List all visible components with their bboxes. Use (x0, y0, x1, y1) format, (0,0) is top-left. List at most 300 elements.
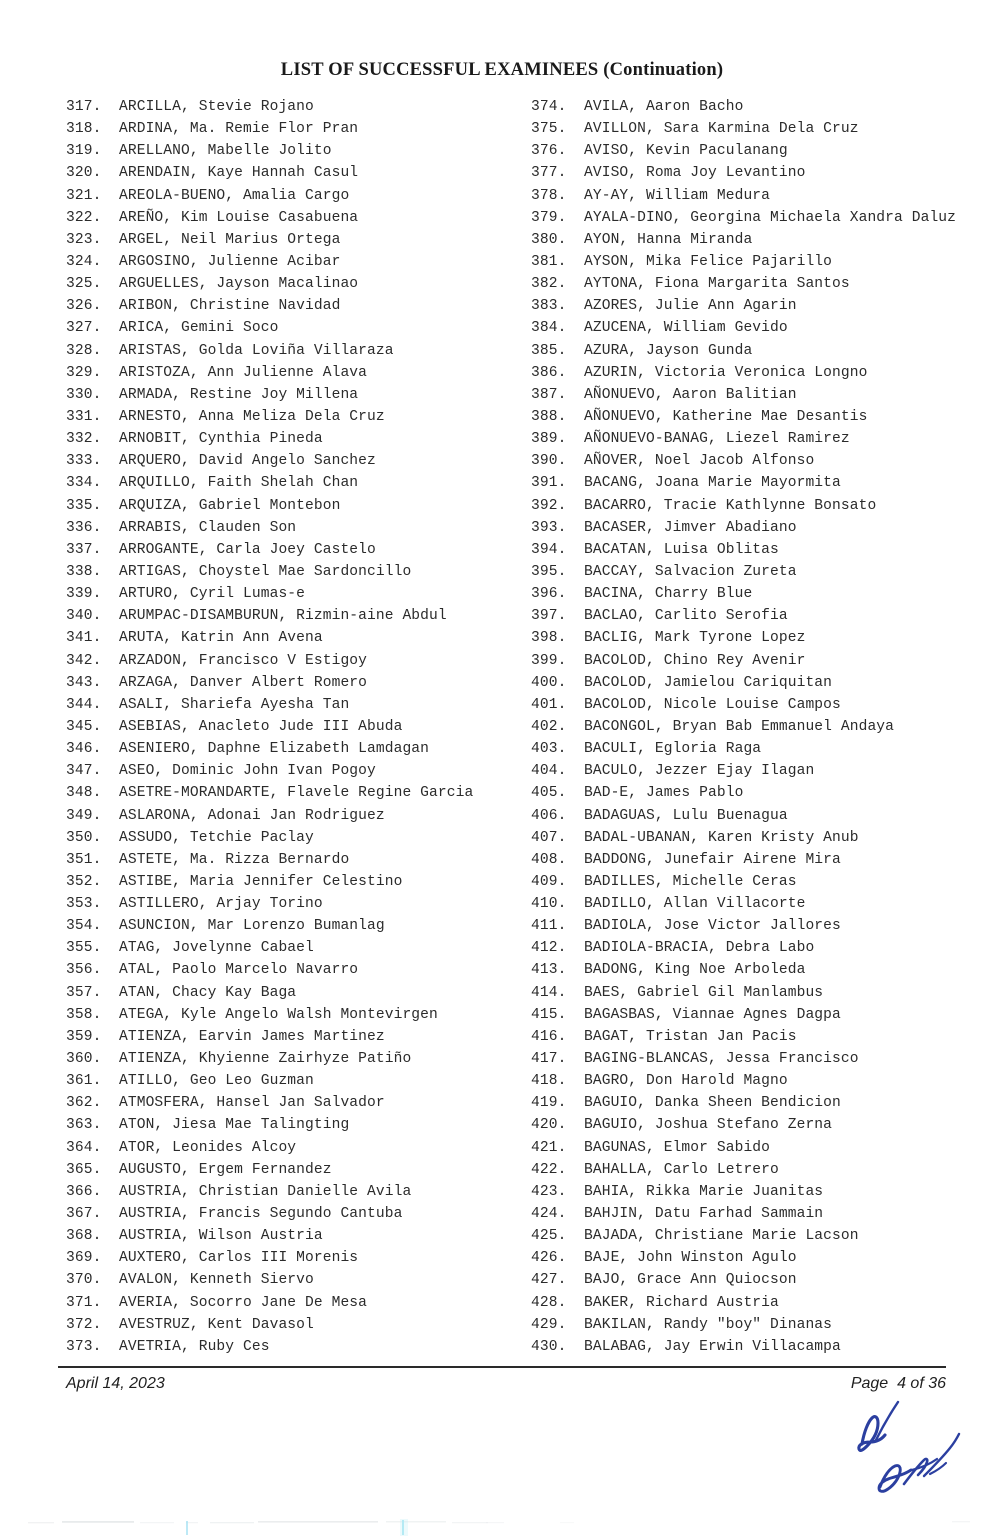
examinee-entry (66, 207, 526, 229)
examinee-number: 398. (531, 630, 567, 647)
examinee-name: BADIOLA-BRACIA, Debra Labo (584, 940, 815, 957)
examinee-name: AYON, Hanna Miranda (584, 231, 753, 248)
examinee-entry (531, 561, 1001, 583)
examinee-name: BADILLES, Michelle Ceras (584, 873, 797, 890)
examinee-entry (531, 140, 1001, 162)
examinee-name: BAD-E, James Pablo (584, 785, 744, 802)
examinee-number: 391. (531, 475, 567, 492)
examinee-number: 373. (66, 1338, 102, 1355)
examinee-entry (66, 384, 526, 406)
examinee-number: 345. (66, 718, 102, 735)
examinee-entry (66, 185, 526, 207)
examinee-number: 317. (66, 99, 102, 115)
examinee-entry (66, 805, 526, 827)
examinee-entry (531, 1004, 1001, 1026)
examinee-name: ARELLANO, Mabelle Jolito (119, 143, 332, 160)
examinee-name: ASTILLERO, Arjay Torino (119, 896, 323, 913)
examinee-name: BACANG, Joana Marie Mayormita (584, 475, 841, 492)
examinee-name: AÑOVER, Noel Jacob Alfonso (584, 453, 815, 470)
examinee-number: 405. (531, 785, 567, 802)
footer-date: April 14, 2023 (66, 1375, 165, 1392)
examinee-entry (66, 1092, 526, 1114)
examinee-name: ASALI, Shariefa Ayesha Tan (119, 696, 350, 713)
examinee-number: 383. (531, 298, 567, 315)
examinee-name: ATAN, Chacy Kay Baga (119, 984, 297, 1001)
examinee-name: AZURIN, Victoria Veronica Longno (584, 364, 868, 381)
examinee-number: 350. (66, 829, 102, 846)
examinee-number: 407. (531, 829, 567, 846)
examinee-entry (531, 517, 1001, 539)
examinee-entry (531, 495, 1001, 517)
examinee-number: 417. (531, 1051, 567, 1068)
examinee-number: 404. (531, 763, 567, 780)
examinee-entry (531, 384, 1001, 406)
examinee-name: BADAL-UBANAN, Karen Kristy Anub (584, 829, 859, 846)
page-title: LIST OF SUCCESSFUL EXAMINEES (Continuation) (280, 60, 724, 80)
examinee-number: 349. (66, 807, 102, 824)
examinee-name: ATIENZA, Earvin James Martinez (119, 1028, 385, 1045)
examinee-name: ARZADON, Francisco V Estigoy (119, 652, 368, 669)
examinee-name: BACLIG, Mark Tyrone Lopez (584, 630, 806, 647)
examinee-name: ARICA, Gemini Soco (119, 320, 279, 337)
examinee-name: BAHALLA, Carlo Letrero (584, 1161, 779, 1178)
examinee-number: 416. (531, 1028, 567, 1045)
examinee-entry (531, 295, 1001, 317)
examinee-name: AYTONA, Fiona Margarita Santos (584, 276, 850, 293)
examinee-number: 392. (531, 497, 567, 514)
examinee-entry (531, 1292, 1001, 1314)
examinee-entry (66, 937, 526, 959)
examinee-name: AREÑO, Kim Louise Casabuena (119, 209, 359, 226)
examinee-name: AUXTERO, Carlos III Morenis (119, 1250, 359, 1267)
examinee-name: ASTETE, Ma. Rizza Bernardo (119, 851, 350, 868)
examinee-name: BAJADA, Christiane Marie Lacson (584, 1228, 859, 1245)
examinee-name: ATAG, Jovelynne Cabael (119, 940, 314, 957)
examinee-entry (66, 1247, 526, 1269)
examinee-number: 340. (66, 608, 102, 625)
examinee-entry (531, 539, 1001, 561)
examinee-name: ARQUILLO, Faith Shelah Chan (119, 475, 359, 492)
examinee-entry (66, 273, 526, 295)
examinee-name: BALABAG, Jay Erwin Villacampa (584, 1338, 841, 1355)
examinee-number: 388. (531, 408, 567, 425)
examinee-number: 371. (66, 1294, 102, 1311)
examinee-name: ARTURO, Cyril Lumas-e (119, 586, 306, 603)
examinee-number: 386. (531, 364, 567, 381)
examinee-number: 365. (66, 1161, 102, 1178)
examinee-entry (531, 760, 1001, 782)
examinee-number: 400. (531, 674, 567, 691)
examinee-name: ASEBIAS, Anacleto Jude III Abuda (119, 718, 403, 735)
examinee-entry (66, 782, 526, 804)
examinee-number: 385. (531, 342, 567, 359)
examinee-name: ARDINA, Ma. Remie Flor Pran (119, 121, 359, 138)
examinee-number: 381. (531, 253, 567, 270)
examinee-name: ASTIBE, Maria Jennifer Celestino (119, 873, 403, 890)
examinee-entry (531, 672, 1001, 694)
examinee-number: 411. (531, 918, 567, 935)
examinee-number: 334. (66, 475, 102, 492)
examinee-entry (66, 738, 526, 760)
examinee-number: 395. (531, 563, 567, 580)
examinee-entry (66, 915, 526, 937)
examinee-entry (531, 1114, 1001, 1136)
examinee-entry (531, 871, 1001, 893)
examinee-entry (66, 317, 526, 339)
examinee-entry (531, 605, 1001, 627)
examinee-entry (66, 893, 526, 915)
examinee-number: 424. (531, 1206, 567, 1223)
examinee-entry (531, 1092, 1001, 1114)
examinee-name: BACASER, Jimver Abadiano (584, 519, 797, 536)
examinee-entry (66, 716, 526, 738)
examinee-name: ARIBON, Christine Navidad (119, 298, 341, 315)
examinee-number: 423. (531, 1183, 567, 1200)
examinee-name: AÑONUEVO, Aaron Balitian (584, 386, 797, 403)
examinee-entry (531, 982, 1001, 1004)
examinee-name: ARISTAS, Golda Loviña Villaraza (119, 342, 394, 359)
examinee-entry (531, 1181, 1001, 1203)
examinee-entry (531, 805, 1001, 827)
examinee-entry (66, 1159, 526, 1181)
examinee-entry (66, 583, 526, 605)
examinee-entry (531, 472, 1001, 494)
examinee-entry (531, 1225, 1001, 1247)
examinee-name: AY-AY, William Medura (584, 187, 771, 204)
examinee-name: ARTIGAS, Choystel Mae Sardoncillo (119, 563, 412, 580)
examinee-name: AVALON, Kenneth Siervo (119, 1272, 314, 1289)
examinee-number: 369. (66, 1250, 102, 1267)
examinee-entry (66, 605, 526, 627)
examinee-name: ATOR, Leonides Alcoy (119, 1139, 297, 1156)
examinee-number: 332. (66, 431, 102, 448)
examinee-entry (531, 1336, 1001, 1358)
examinee-entry (66, 162, 526, 184)
examinee-name: BAGING-BLANCAS, Jessa Francisco (584, 1051, 859, 1068)
examinee-entry (66, 871, 526, 893)
examinee-name: BAJE, John Winston Agulo (584, 1250, 797, 1267)
examinee-number: 375. (531, 121, 567, 138)
examinee-entry (531, 716, 1001, 738)
examinee-number: 429. (531, 1316, 567, 1333)
examinee-name: ARZAGA, Danver Albert Romero (119, 674, 368, 691)
examinee-number: 408. (531, 851, 567, 868)
examinee-entry (531, 827, 1001, 849)
examinee-name: BADAGUAS, Lulu Buenagua (584, 807, 788, 824)
examinee-name: BACOLOD, Chino Rey Avenir (584, 652, 806, 669)
examinee-name: ARGUELLES, Jayson Macalinao (119, 276, 359, 293)
examinee-entry (531, 1137, 1001, 1159)
examinee-name: AUSTRIA, Wilson Austria (119, 1228, 323, 1245)
examinee-number: 414. (531, 984, 567, 1001)
examinee-name: AZORES, Julie Ann Agarin (584, 298, 797, 315)
examinee-entry (66, 495, 526, 517)
examinee-number: 356. (66, 962, 102, 979)
examinee-name: BADONG, King Noe Arboleda (584, 962, 806, 979)
examinee-number: 399. (531, 652, 567, 669)
examinee-name: BAGUNAS, Elmor Sabido (584, 1139, 771, 1156)
examinee-entry (66, 982, 526, 1004)
examinee-number: 362. (66, 1095, 102, 1112)
examinee-entry (66, 362, 526, 384)
examinee-entry (66, 295, 526, 317)
examinee-entry (66, 1292, 526, 1314)
examinee-number: 366. (66, 1183, 102, 1200)
examinee-number: 368. (66, 1228, 102, 1245)
examinee-number: 422. (531, 1161, 567, 1178)
examinee-number: 331. (66, 408, 102, 425)
examinee-entry (531, 450, 1001, 472)
examinee-number: 377. (531, 165, 567, 182)
examinee-entry (531, 207, 1001, 229)
examinee-name: BAKILAN, Randy "boy" Dinanas (584, 1316, 833, 1333)
examinee-entry (531, 1269, 1001, 1291)
examinee-name: ARRABIS, Clauden Son (119, 519, 297, 536)
examinee-entry (66, 406, 526, 428)
examinee-number: 347. (66, 763, 102, 780)
examinee-name: ASLARONA, Adonai Jan Rodriguez (119, 807, 385, 824)
examinee-number: 402. (531, 718, 567, 735)
examinee-entry (531, 937, 1001, 959)
examinee-entry (531, 162, 1001, 184)
examinee-name: ATIENZA, Khyienne Zairhyze Patiño (119, 1051, 412, 1068)
examinee-number: 419. (531, 1095, 567, 1112)
examinee-entry (531, 849, 1001, 871)
examinee-entry (531, 738, 1001, 760)
examinee-number: 428. (531, 1294, 567, 1311)
examinee-name: BAGUIO, Danka Sheen Bendicion (584, 1095, 841, 1112)
examinee-name: BAGUIO, Joshua Stefano Zerna (584, 1117, 833, 1134)
examinee-name: AÑONUEVO-BANAG, Liezel Ramirez (584, 431, 850, 448)
examinee-number: 363. (66, 1117, 102, 1134)
examinee-entry (531, 185, 1001, 207)
examinee-number: 352. (66, 873, 102, 890)
examinee-name: ATEGA, Kyle Angelo Walsh Montevirgen (119, 1006, 438, 1023)
examinee-name: AREOLA-BUENO, Amalia Cargo (119, 187, 350, 204)
examinee-entry (531, 650, 1001, 672)
examinee-name: ARMADA, Restine Joy Millena (119, 386, 359, 403)
examinee-entry (531, 1026, 1001, 1048)
examinee-name: AZURA, Jayson Gunda (584, 342, 753, 359)
examinee-number: 319. (66, 143, 102, 160)
examinee-name: ARENDAIN, Kaye Hannah Casul (119, 165, 359, 182)
examinee-entry (66, 1336, 526, 1358)
examinee-entry (531, 317, 1001, 339)
signature-icon (838, 1392, 988, 1502)
examinee-entry (66, 561, 526, 583)
footer-page-number: Page 4 of 36 (850, 1375, 946, 1392)
examinee-name: AVISO, Kevin Paculanang (584, 143, 788, 160)
page-footer (58, 1375, 946, 1405)
examinee-number: 335. (66, 497, 102, 514)
examinee-name: AVILA, Aaron Bacho (584, 99, 744, 115)
examinee-entry (66, 672, 526, 694)
examinee-number: 325. (66, 276, 102, 293)
examinee-name: ASENIERO, Daphne Elizabeth Lamdagan (119, 741, 430, 758)
examinee-name: ARNOBIT, Cynthia Pineda (119, 431, 323, 448)
examinee-entry (66, 1026, 526, 1048)
examinee-number: 333. (66, 453, 102, 470)
footer-divider (58, 1366, 946, 1368)
examinee-number: 394. (531, 541, 567, 558)
examinee-entry (66, 340, 526, 362)
examinee-number: 384. (531, 320, 567, 337)
examinee-name: BAKER, Richard Austria (584, 1294, 779, 1311)
examinee-number: 337. (66, 541, 102, 558)
examinee-name: BACATAN, Luisa Oblitas (584, 541, 779, 558)
examinee-entry (531, 118, 1001, 140)
examinee-entry (66, 1314, 526, 1336)
examinee-name: BACOLOD, Nicole Louise Campos (584, 696, 841, 713)
examinee-number: 389. (531, 431, 567, 448)
examinee-entry (531, 229, 1001, 251)
examinee-entry (66, 450, 526, 472)
examinee-number: 380. (531, 231, 567, 248)
examinee-number: 355. (66, 940, 102, 957)
examinee-entry (531, 273, 1001, 295)
examinee-name: ARUTA, Katrin Ann Avena (119, 630, 323, 647)
examinee-number: 396. (531, 586, 567, 603)
examinee-entry (531, 959, 1001, 981)
examinee-name: AÑONUEVO, Katherine Mae Desantis (584, 408, 868, 425)
examinee-entry (531, 782, 1001, 804)
examinee-name: BAGRO, Don Harold Magno (584, 1073, 788, 1090)
examinee-number: 346. (66, 741, 102, 758)
examinee-number: 382. (531, 276, 567, 293)
examinee-number: 427. (531, 1272, 567, 1289)
examinee-entry (66, 229, 526, 251)
examinee-entry (66, 1004, 526, 1026)
examinee-entry (66, 428, 526, 450)
examinee-entry (66, 1137, 526, 1159)
examinee-number: 343. (66, 674, 102, 691)
examinee-entry (66, 760, 526, 782)
examinee-name: ASETRE-MORANDARTE, Flavele Regine Garcia (119, 785, 474, 802)
examinee-name: ASSUDO, Tetchie Paclay (119, 829, 314, 846)
examinee-name: ARCILLA, Stevie Rojano (119, 99, 314, 115)
examinee-number: 390. (531, 453, 567, 470)
examinee-entry (66, 650, 526, 672)
examinee-entry (531, 893, 1001, 915)
examinee-number: 413. (531, 962, 567, 979)
examinee-entry (531, 340, 1001, 362)
examinee-number: 359. (66, 1028, 102, 1045)
examinee-name: AVETRIA, Ruby Ces (119, 1338, 270, 1355)
examinee-entry (531, 694, 1001, 716)
examinee-number: 330. (66, 386, 102, 403)
examinee-entry (66, 251, 526, 273)
examinee-name: ARGOSINO, Julienne Acibar (119, 253, 341, 270)
examinee-number: 420. (531, 1117, 567, 1134)
examinee-entry (66, 1114, 526, 1136)
examinee-number: 379. (531, 209, 567, 226)
examinee-entry (66, 827, 526, 849)
examinee-name: ARGEL, Neil Marius Ortega (119, 231, 341, 248)
examinee-number: 322. (66, 209, 102, 226)
examinee-name: BACLAO, Carlito Serofia (584, 608, 788, 625)
examinee-name: BAHIA, Rikka Marie Juanitas (584, 1183, 824, 1200)
examinee-name: AUGUSTO, Ergem Fernandez (119, 1161, 332, 1178)
examinee-name: AVISO, Roma Joy Levantino (584, 165, 806, 182)
examinee-number: 370. (66, 1272, 102, 1289)
examinee-name: AYALA-DINO, Georgina Michaela Xandra Daluz (584, 209, 957, 226)
examinee-number: 425. (531, 1228, 567, 1245)
examinee-number: 324. (66, 253, 102, 270)
examinee-number: 358. (66, 1006, 102, 1023)
examinee-number: 415. (531, 1006, 567, 1023)
examinee-name: ARQUERO, David Angelo Sanchez (119, 453, 376, 470)
examinee-entry (66, 118, 526, 140)
examinee-number: 378. (531, 187, 567, 204)
examinee-number: 364. (66, 1139, 102, 1156)
examinee-name: ATAL, Paolo Marcelo Navarro (119, 962, 359, 979)
examinee-number: 426. (531, 1250, 567, 1267)
examinee-name: ARISTOZA, Ann Julienne Alava (119, 364, 368, 381)
examinee-name: BACONGOL, Bryan Bab Emmanuel Andaya (584, 718, 895, 735)
examinee-name: AUSTRIA, Francis Segundo Cantuba (119, 1206, 403, 1223)
examinee-entry (66, 1070, 526, 1092)
examinee-number: 348. (66, 785, 102, 802)
examinee-name: BADDONG, Junefair Airene Mira (584, 851, 841, 868)
examinee-entry (531, 1247, 1001, 1269)
examinee-entry (66, 472, 526, 494)
examinee-number: 401. (531, 696, 567, 713)
examinee-name: BAGAT, Tristan Jan Pacis (584, 1028, 797, 1045)
examinee-name: ARQUIZA, Gabriel Montebon (119, 497, 341, 514)
examinee-number: 357. (66, 984, 102, 1001)
examinee-entry (66, 517, 526, 539)
examinee-name: BACULO, Jezzer Ejay Ilagan (584, 763, 815, 780)
examinee-number: 360. (66, 1051, 102, 1068)
examinee-number: 328. (66, 342, 102, 359)
examinee-entry (531, 627, 1001, 649)
examinee-name: ARROGANTE, Carla Joey Castelo (119, 541, 376, 558)
examinee-number: 338. (66, 563, 102, 580)
examinee-number: 323. (66, 231, 102, 248)
examinee-number: 367. (66, 1206, 102, 1223)
examinee-entry (531, 251, 1001, 273)
examinee-number: 336. (66, 519, 102, 536)
examinee-number: 329. (66, 364, 102, 381)
examinee-number: 376. (531, 143, 567, 160)
examinee-entry (531, 1048, 1001, 1070)
examinee-entry (531, 1314, 1001, 1336)
examinee-name: AVERIA, Socorro Jane De Mesa (119, 1294, 368, 1311)
examinee-number: 353. (66, 896, 102, 913)
examinee-name: ASUNCION, Mar Lorenzo Bumanlag (119, 918, 385, 935)
examinee-number: 374. (531, 99, 567, 115)
examinee-number: 410. (531, 896, 567, 913)
examinee-entry (531, 96, 1001, 118)
examinee-name: BADILLO, Allan Villacorte (584, 896, 806, 913)
examinee-number: 321. (66, 187, 102, 204)
examinee-number: 403. (531, 741, 567, 758)
examinee-name: ARUMPAC-DISAMBURUN, Rizmin-aine Abdul (119, 608, 447, 625)
examinee-name: BACCAY, Salvacion Zureta (584, 563, 797, 580)
examinee-name: BAES, Gabriel Gil Manlambus (584, 984, 824, 1001)
examinee-entry (531, 1159, 1001, 1181)
examinee-name: BACINA, Charry Blue (584, 586, 753, 603)
examinee-entry (66, 849, 526, 871)
examinee-name: AVILLON, Sara Karmina Dela Cruz (584, 121, 859, 138)
examinee-number: 344. (66, 696, 102, 713)
examinee-name: ATMOSFERA, Hansel Jan Salvador (119, 1095, 385, 1112)
examinee-number: 421. (531, 1139, 567, 1156)
examinee-entry (66, 1225, 526, 1247)
examinee-name: ATON, Jiesa Mae Talingting (119, 1117, 350, 1134)
examinee-number: 409. (531, 873, 567, 890)
examinee-number: 339. (66, 586, 102, 603)
